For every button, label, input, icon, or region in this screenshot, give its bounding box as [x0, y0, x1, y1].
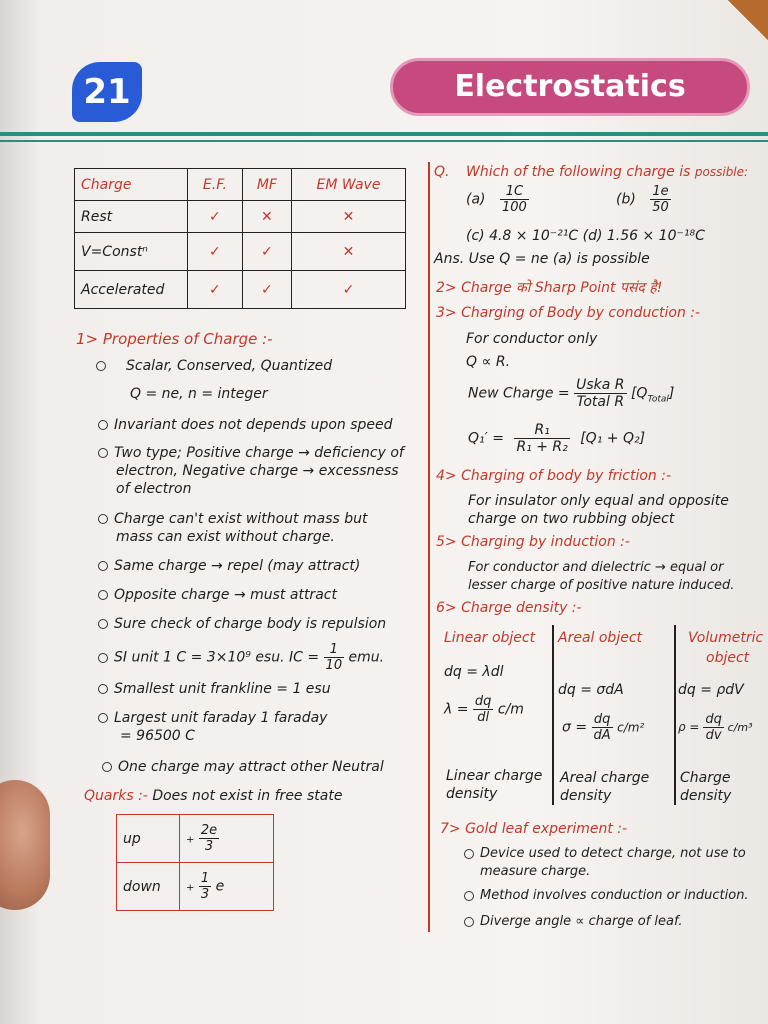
quarks-label: Quarks :-	[84, 788, 148, 804]
density-eq: dq = σdA	[558, 682, 624, 698]
table-header: MF	[242, 169, 291, 201]
density-def: ρ = $\frac{dq}{dv}$ c/m³	[678, 712, 753, 743]
property-item	[98, 587, 337, 603]
quark-charge: + $\frac{2e}{3}$	[180, 815, 274, 863]
bullet-icon	[98, 684, 108, 694]
table-header: E.F.	[188, 169, 243, 201]
q1-formula: Q₁′ = $\frac{\text{R₁}}{\text{R₁ + R₂}}$ [Q₁ + Q₂]	[468, 422, 646, 455]
density-name: Linear charge	[446, 768, 543, 784]
fraction: $\frac{1}{3}$	[200, 871, 210, 902]
bullet-icon	[98, 514, 108, 524]
fraction: $\frac{dq}{dv}$	[705, 712, 722, 743]
quarks-line	[84, 788, 342, 804]
density-header: object	[706, 650, 750, 666]
property-text: Same charge → repel (may attract)	[114, 558, 361, 574]
thumb-photo	[0, 780, 50, 910]
property-text: Scalar, Conserved, Quantized	[126, 358, 333, 374]
property-item	[98, 511, 367, 527]
property-item	[98, 710, 327, 726]
answer: Ans. Use Q = ne (a) is possible	[434, 251, 650, 267]
bullet-icon	[464, 917, 474, 927]
cross-icon: ✕	[291, 201, 405, 233]
new-charge-formula: New Charge = $\frac{\text{Uska R}}{\text{Total R}}$ $[Q_{Total}]$	[468, 377, 675, 410]
option-b: (b) $\frac{1e}{50}$	[616, 184, 669, 215]
density-name: density	[446, 786, 498, 802]
section-4-heading: 4> Charging of body by friction :-	[436, 468, 672, 484]
density-eq: dq = ρdV	[678, 682, 744, 698]
density-name: Areal charge	[560, 770, 650, 786]
property-item	[98, 445, 404, 461]
check-icon: ✓	[188, 201, 243, 233]
property-item	[98, 642, 384, 673]
property-text: One charge may attract other Neutral	[118, 759, 384, 775]
property-item: Method involves conduction or induction.	[464, 888, 749, 903]
density-name: Charge	[680, 770, 731, 786]
section-5-text: For conductor and dielectric → equal or	[468, 560, 724, 575]
quarks-text: Does not exist in free state	[152, 788, 343, 804]
property-text: = 96500 C	[120, 728, 195, 744]
chapter-number-badge: 21	[72, 62, 142, 122]
motion-field-table	[74, 168, 406, 309]
table-header: Charge	[75, 169, 188, 201]
property-text: Invariant does not depends upon speed	[114, 417, 393, 433]
question-label: Q.	[434, 164, 450, 180]
table-header: EM Wave	[291, 169, 405, 201]
density-name: density	[680, 788, 732, 804]
bullet-icon	[98, 448, 108, 458]
section-2: 2> Charge को Sharp Point पसंद है!	[436, 280, 663, 296]
property-item	[98, 558, 360, 574]
section-4-text: For insulator only equal and opposite	[468, 493, 729, 509]
property-text: measure charge.	[480, 864, 591, 879]
property-item	[98, 417, 393, 433]
table-row-label: Rest	[75, 201, 188, 233]
property-text: Smallest unit frankline = 1 esu	[114, 681, 331, 697]
cross-icon: ✕	[242, 201, 291, 233]
property-text: electron, Negative charge → excessness	[116, 463, 399, 479]
property-text: SI unit 1 C = 3×10⁹ esu. IC =	[114, 649, 320, 666]
density-header: Volumetric	[688, 630, 764, 646]
density-header: Areal object	[558, 630, 643, 646]
fraction: $\frac{dq}{dA}$	[593, 712, 611, 743]
formula: Q = ne, n = integer	[130, 386, 268, 402]
bullet-icon	[98, 713, 108, 723]
quark-charge: + $\frac{1}{3}$ e	[180, 863, 274, 911]
density-header: Linear object	[444, 630, 536, 646]
bullet-icon	[98, 590, 108, 600]
bullet-icon	[98, 653, 108, 663]
table-row-label: Accelerated	[75, 271, 188, 309]
chapter-title: Electrostatics	[390, 58, 750, 116]
section-3-text: Q ∝ R.	[466, 354, 511, 370]
property-item	[96, 358, 332, 374]
section-4-text: charge on two rubbing object	[468, 511, 675, 527]
quark-name: down	[117, 863, 180, 911]
section-3-text: For conductor only	[466, 331, 598, 347]
property-item	[98, 681, 331, 697]
bullet-icon	[102, 762, 112, 772]
property-text: Charge can't exist without mass but	[114, 511, 368, 527]
check-icon: ✓	[291, 271, 405, 309]
table-row-label: V=Constⁿ	[75, 233, 188, 271]
property-item	[98, 616, 386, 632]
property-text: emu.	[348, 649, 385, 666]
check-icon: ✓	[188, 233, 243, 271]
density-divider	[674, 625, 676, 805]
fraction: $\frac{1C}{100}$	[501, 184, 527, 215]
fraction: $\frac{2e}{3}$	[200, 823, 218, 854]
header-rule-thin	[0, 140, 768, 142]
options-cd: (c) 4.8 × 10⁻²¹C (d) 1.56 × 10⁻¹⁸C	[466, 228, 705, 244]
property-text: Largest unit faraday 1 faraday	[114, 710, 328, 726]
page-corner	[728, 0, 768, 40]
bullet-icon	[464, 849, 474, 859]
property-text: Two type; Positive charge → deficiency of	[114, 445, 404, 461]
check-icon: ✓	[242, 271, 291, 309]
section-5-heading: 5> Charging by induction :-	[436, 534, 630, 550]
fraction: $\frac{\text{Uska R}}{\text{Total R}}$	[576, 377, 625, 410]
property-text: Sure check of charge body is repulsion	[114, 616, 387, 632]
density-name: density	[560, 788, 612, 804]
fraction: $\frac{dq}{dl}$	[474, 694, 492, 725]
fraction: $\frac{1}{10}$	[325, 642, 343, 673]
option-a: (a) $\frac{1C}{100}$	[466, 184, 527, 215]
question-text: Which of the following charge is possible:	[466, 164, 749, 180]
check-icon: ✓	[242, 233, 291, 271]
check-icon: ✓	[188, 271, 243, 309]
column-divider	[428, 162, 430, 932]
fraction: $\frac{1e}{50}$	[652, 184, 669, 215]
header-rule	[0, 132, 768, 136]
quarks-table	[116, 814, 274, 911]
density-def: λ = $\frac{dq}{dl}$ c/m	[444, 694, 524, 725]
fraction: $\frac{\text{R₁}}{\text{R₁ + R₂}}$	[516, 422, 568, 455]
density-def: σ = $\frac{dq}{dA}$ c/m²	[562, 712, 645, 743]
bullet-icon	[98, 420, 108, 430]
property-item: Device used to detect charge, not use to	[464, 846, 746, 861]
property-item: Diverge angle ∝ charge of leaf.	[464, 914, 682, 929]
property-text: Opposite charge → must attract	[114, 587, 337, 603]
quark-name: up	[117, 815, 180, 863]
bullet-icon	[98, 619, 108, 629]
section-6-heading: 6> Charge density :-	[436, 600, 582, 616]
property-item	[102, 759, 384, 775]
density-divider	[552, 625, 554, 805]
properties-heading: 1> Properties of Charge :-	[76, 330, 273, 348]
bullet-icon	[98, 561, 108, 571]
section-7-heading: 7> Gold leaf experiment :-	[440, 821, 628, 837]
density-eq: dq = λdl	[444, 664, 504, 680]
property-text: of electron	[116, 481, 192, 497]
property-text: mass can exist without charge.	[116, 529, 335, 545]
cross-icon: ✕	[291, 233, 405, 271]
section-3-heading: 3> Charging of Body by conduction :-	[436, 305, 701, 321]
bullet-icon	[464, 891, 474, 901]
bullet-icon	[96, 361, 106, 371]
section-5-text: lesser charge of positive nature induced.	[468, 578, 735, 593]
